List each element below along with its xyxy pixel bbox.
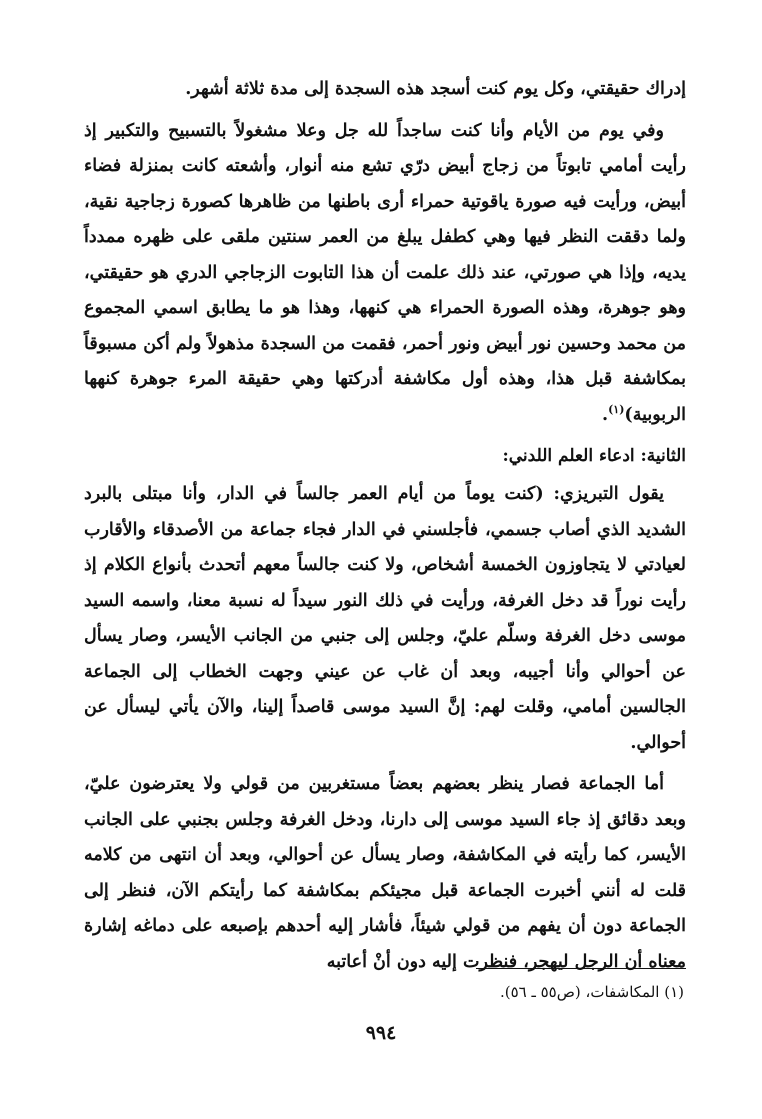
paragraph-2-end: .	[601, 404, 609, 425]
paragraph-1: إدراك حقيقتي، وكل يوم كنت أسجد هذه السجدة إلى مدة ثلاثة أشهر.	[185, 79, 686, 99]
footnote-reference: (١)	[608, 402, 625, 416]
section-heading: الثانية: ادعاء العلم اللدني:	[502, 446, 686, 466]
footnote-divider	[476, 968, 686, 969]
paragraph-4: أما الجماعة فصار ينظر بعضهم بعضاً مستغربين من قولي ولا يعترضون عليّ، وبعد دقائق إذ جاء السيد موسى إلى دارنا، ودخل الغرفة وجلس بجنبي على الجانب الأيسر، كما رأيته في المكاشفة، وصار يسأل عن أحوالي، وبعد أن انتهى من كلامه قلت له أنني أخبرت الجماعة قبل مجيئكم بمكاشفة كما رأيتكم الآن، فنظر إلى الجماعة دون أن يفهم من قولي شيئاً، فأشار إليه أحدهم بإصبعه على دماغه إشارة معناه أن الرجل ليهجر، فنظرت إليه دون أنْ أعاتبه	[84, 774, 686, 972]
paragraph-2	[84, 114, 686, 434]
page-body	[84, 72, 686, 980]
footnote: (١) المكاشفات، (ص٥٥ ـ ٥٦).	[499, 983, 684, 1001]
paragraph-3: يقول التبريزي: (كنت يوماً من أيام العمر جالساً في الدار، وأنا مبتلى بالبرد الشديد الذي أصاب جسمي، فأجلسني في الدار فجاء جماعة من الأصدقاء والأقارب لعيادتي لا يتجاوزون الخمسة أشخاص، ولا كنت جالساً معهم أتحدث بأنواع الكلام إذ رأيت نوراً قد دخل الغرفة، ورأيت في ذلك النور سيداً له نسبة معنا، واسمه السيد موسى دخل الغرفة وسلّم عليّ، وجلس إلى جنبي من الجانب الأيسر، وصار يسأل عن أحوالي وأنا أجيبه، وبعد أن غاب عن عيني وجهت الخطاب إلى الجماعة الجالسين أمامي، وقلت لهم: إنَّ السيد موسى قاصداً إلينا، والآن يأتي ليسأل عن أحوالي.	[84, 484, 686, 753]
page-number: ٩٩٤	[365, 1022, 397, 1044]
paragraph-2-text: وفي يوم من الأيام وأنا كنت ساجداً لله جل وعلا مشغولاً بالتسبيح والتكبير إذ رأيت أمامي تابوتاً من زجاج أبيض درّي تشع منه أنوار، وأشعته كانت بمنزلة فضاء أبيض، ورأيت فيه صورة ياقوتية حمراء أرى باطنها من ظاهرها كصورة زجاجية نقية، ولما دققت النظر فيها وهي كطفل يبلغ من العمر سنتين ملقى على ظهره ممدداً يديه، وإذا هي صورتي، عند ذلك علمت أن هذا التابوت الزجاجي الدري هو حقيقتي، وهو جوهرة، وهذه الصورة الحمراء هي كنهها، وهذا هو ما يطابق اسمي المجموع من محمد وحسين نور أبيض ونور أحمر، فقمت من السجدة مذهولاً ولم أكن مسبوقاً بمكاشفة قبل هذا، وهذه أول مكاشفة أدركتها وهي حقيقة المرء جوهرة كنهها الربوبية)	[84, 120, 686, 425]
